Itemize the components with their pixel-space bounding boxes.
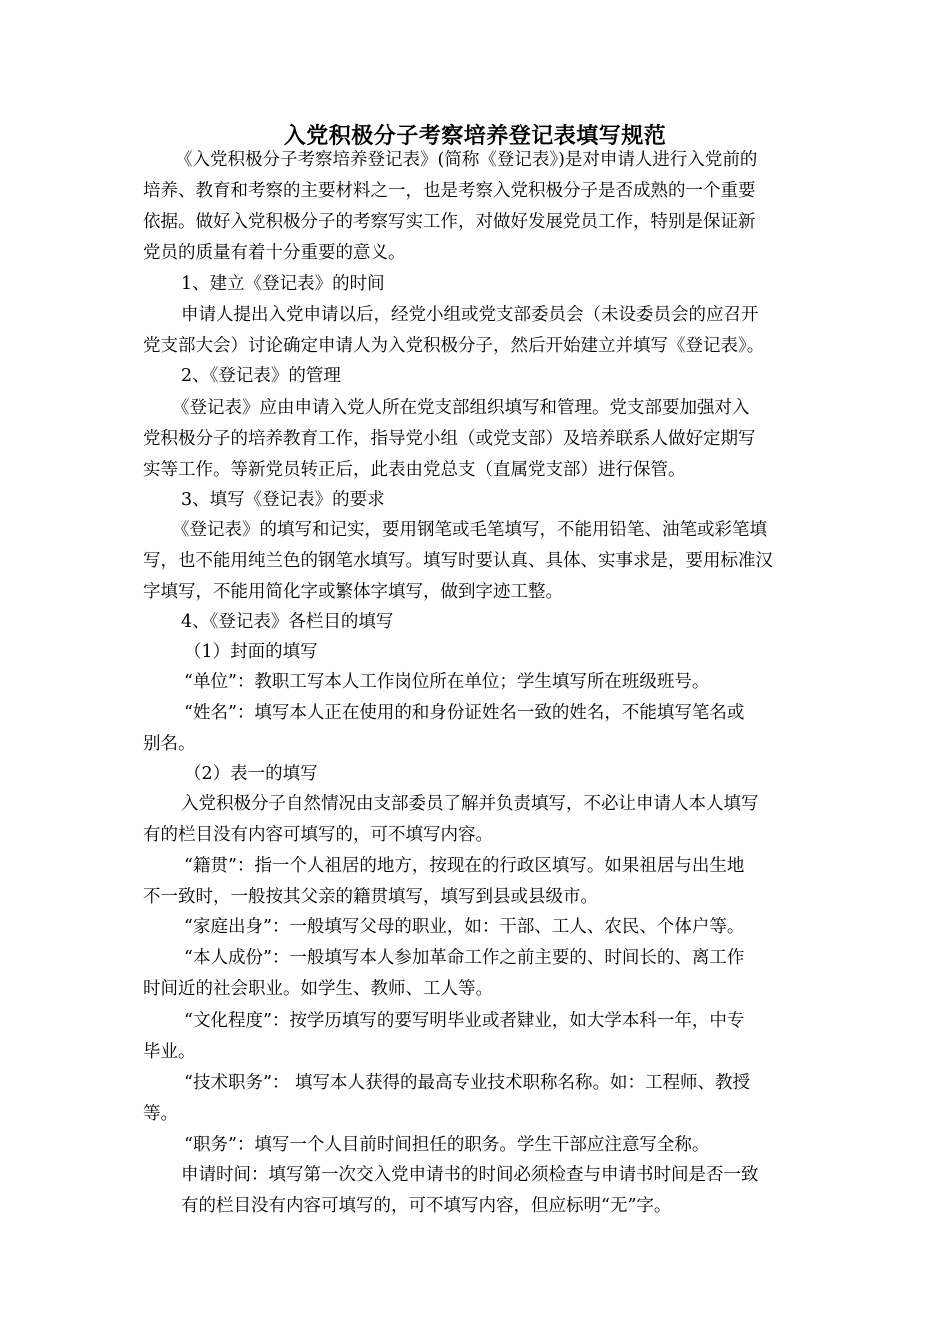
text-line: “家庭出身”：一般填写父母的职业，如：干部、工人、农民、个体户等。 <box>184 917 745 937</box>
text-line: 依据。做好入党积极分子的考察写实工作，对做好发展党员工作，特别是保证新 <box>143 212 756 232</box>
text-line: 《入党积极分子考察培养登记表》(简称《登记表》)是对申请人进行入党前的 <box>175 150 758 170</box>
text-line: 申请时间：填写第一次交入党申请书的时间必须检查与申请书时间是否一致 <box>181 1165 759 1185</box>
text-line: 时间近的社会职业。如学生、教师、工人等。 <box>143 979 493 999</box>
text-line: “技术职务”： 填写本人获得的最高专业技术职称名称。如：工程师、教授 <box>184 1073 750 1093</box>
text-line: 写，也不能用纯兰色的钢笔水填写。填写时要认真、具体、实事求是，要用标准汉 <box>143 551 773 571</box>
text-line: “单位”：教职工写本人工作岗位所在单位；学生填写所在班级班号。 <box>184 672 710 692</box>
text-line: 申请人提出入党申请以后，经党小组或党支部委员会（未设委员会的应召开 <box>181 305 759 325</box>
text-line: 《登记表》应由申请入党人所在党支部组织填写和管理。党支部要加强对入 <box>172 398 750 418</box>
document-title: 入党积极分子考察培养登记表填写规范 <box>283 123 667 149</box>
subsection-heading: （2）表一的填写 <box>184 764 318 784</box>
text-line: 毕业。 <box>143 1042 196 1062</box>
text-line: 字填写，不能用简化字或繁体字填写，做到字迹工整。 <box>143 582 563 602</box>
text-line: 有的栏目没有内容可填写的，可不填写内容。 <box>143 825 493 845</box>
text-line: 等。 <box>143 1104 178 1124</box>
text-line: 党员的质量有着十分重要的意义。 <box>143 243 406 263</box>
text-line: 别名。 <box>143 734 196 754</box>
text-line: “文化程度”：按学历填写的要写明毕业或者肄业，如大学本科一年，中专 <box>184 1011 745 1031</box>
text-line: “姓名”：填写本人正在使用的和身份证姓名一致的姓名，不能填写笔名或 <box>184 703 745 723</box>
text-line: “籍贯”：指一个人祖居的地方，按现在的行政区填写。如果祖居与出生地 <box>184 856 745 876</box>
text-line: 有的栏目没有内容可填写的，可不填写内容，但应标明“无”字。 <box>181 1196 672 1216</box>
subsection-heading: （1）封面的填写 <box>184 642 318 662</box>
text-line: 《登记表》的填写和记实，要用钢笔或毛笔填写，不能用铅笔、油笔或彩笔填 <box>172 520 767 540</box>
text-line: “职务”：填写一个人目前时间担任的职务。学生干部应注意写全称。 <box>184 1135 710 1155</box>
text-line: 入党积极分子自然情况由支部委员了解并负责填写，不必让申请人本人填写 <box>181 794 759 814</box>
text-line: 不一致时，一般按其父亲的籍贯填写，填写到县或县级市。 <box>143 887 598 907</box>
text-line: 培养、教育和考察的主要材料之一，也是考察入党积极分子是否成熟的一个重要 <box>143 181 756 201</box>
section-heading: 3、填写《登记表》的要求 <box>181 490 385 510</box>
text-line: “本人成份”：一般填写本人参加革命工作之前主要的、时间长的、离工作 <box>184 948 745 968</box>
section-heading: 2、《登记表》的管理 <box>181 366 341 386</box>
text-line: 党支部大会）讨论确定申请人为入党积极分子，然后开始建立并填写《登记表》。 <box>143 336 765 356</box>
text-line: 党积极分子的培养教育工作，指导党小组（或党支部）及培养联系人做好定期写 <box>143 429 756 449</box>
section-heading: 1、建立《登记表》的时间 <box>181 274 385 294</box>
text-line: 实等工作。等新党员转正后，此表由党总支（直属党支部）进行保管。 <box>143 460 686 480</box>
section-heading: 4、《登记表》各栏目的填写 <box>181 612 394 632</box>
